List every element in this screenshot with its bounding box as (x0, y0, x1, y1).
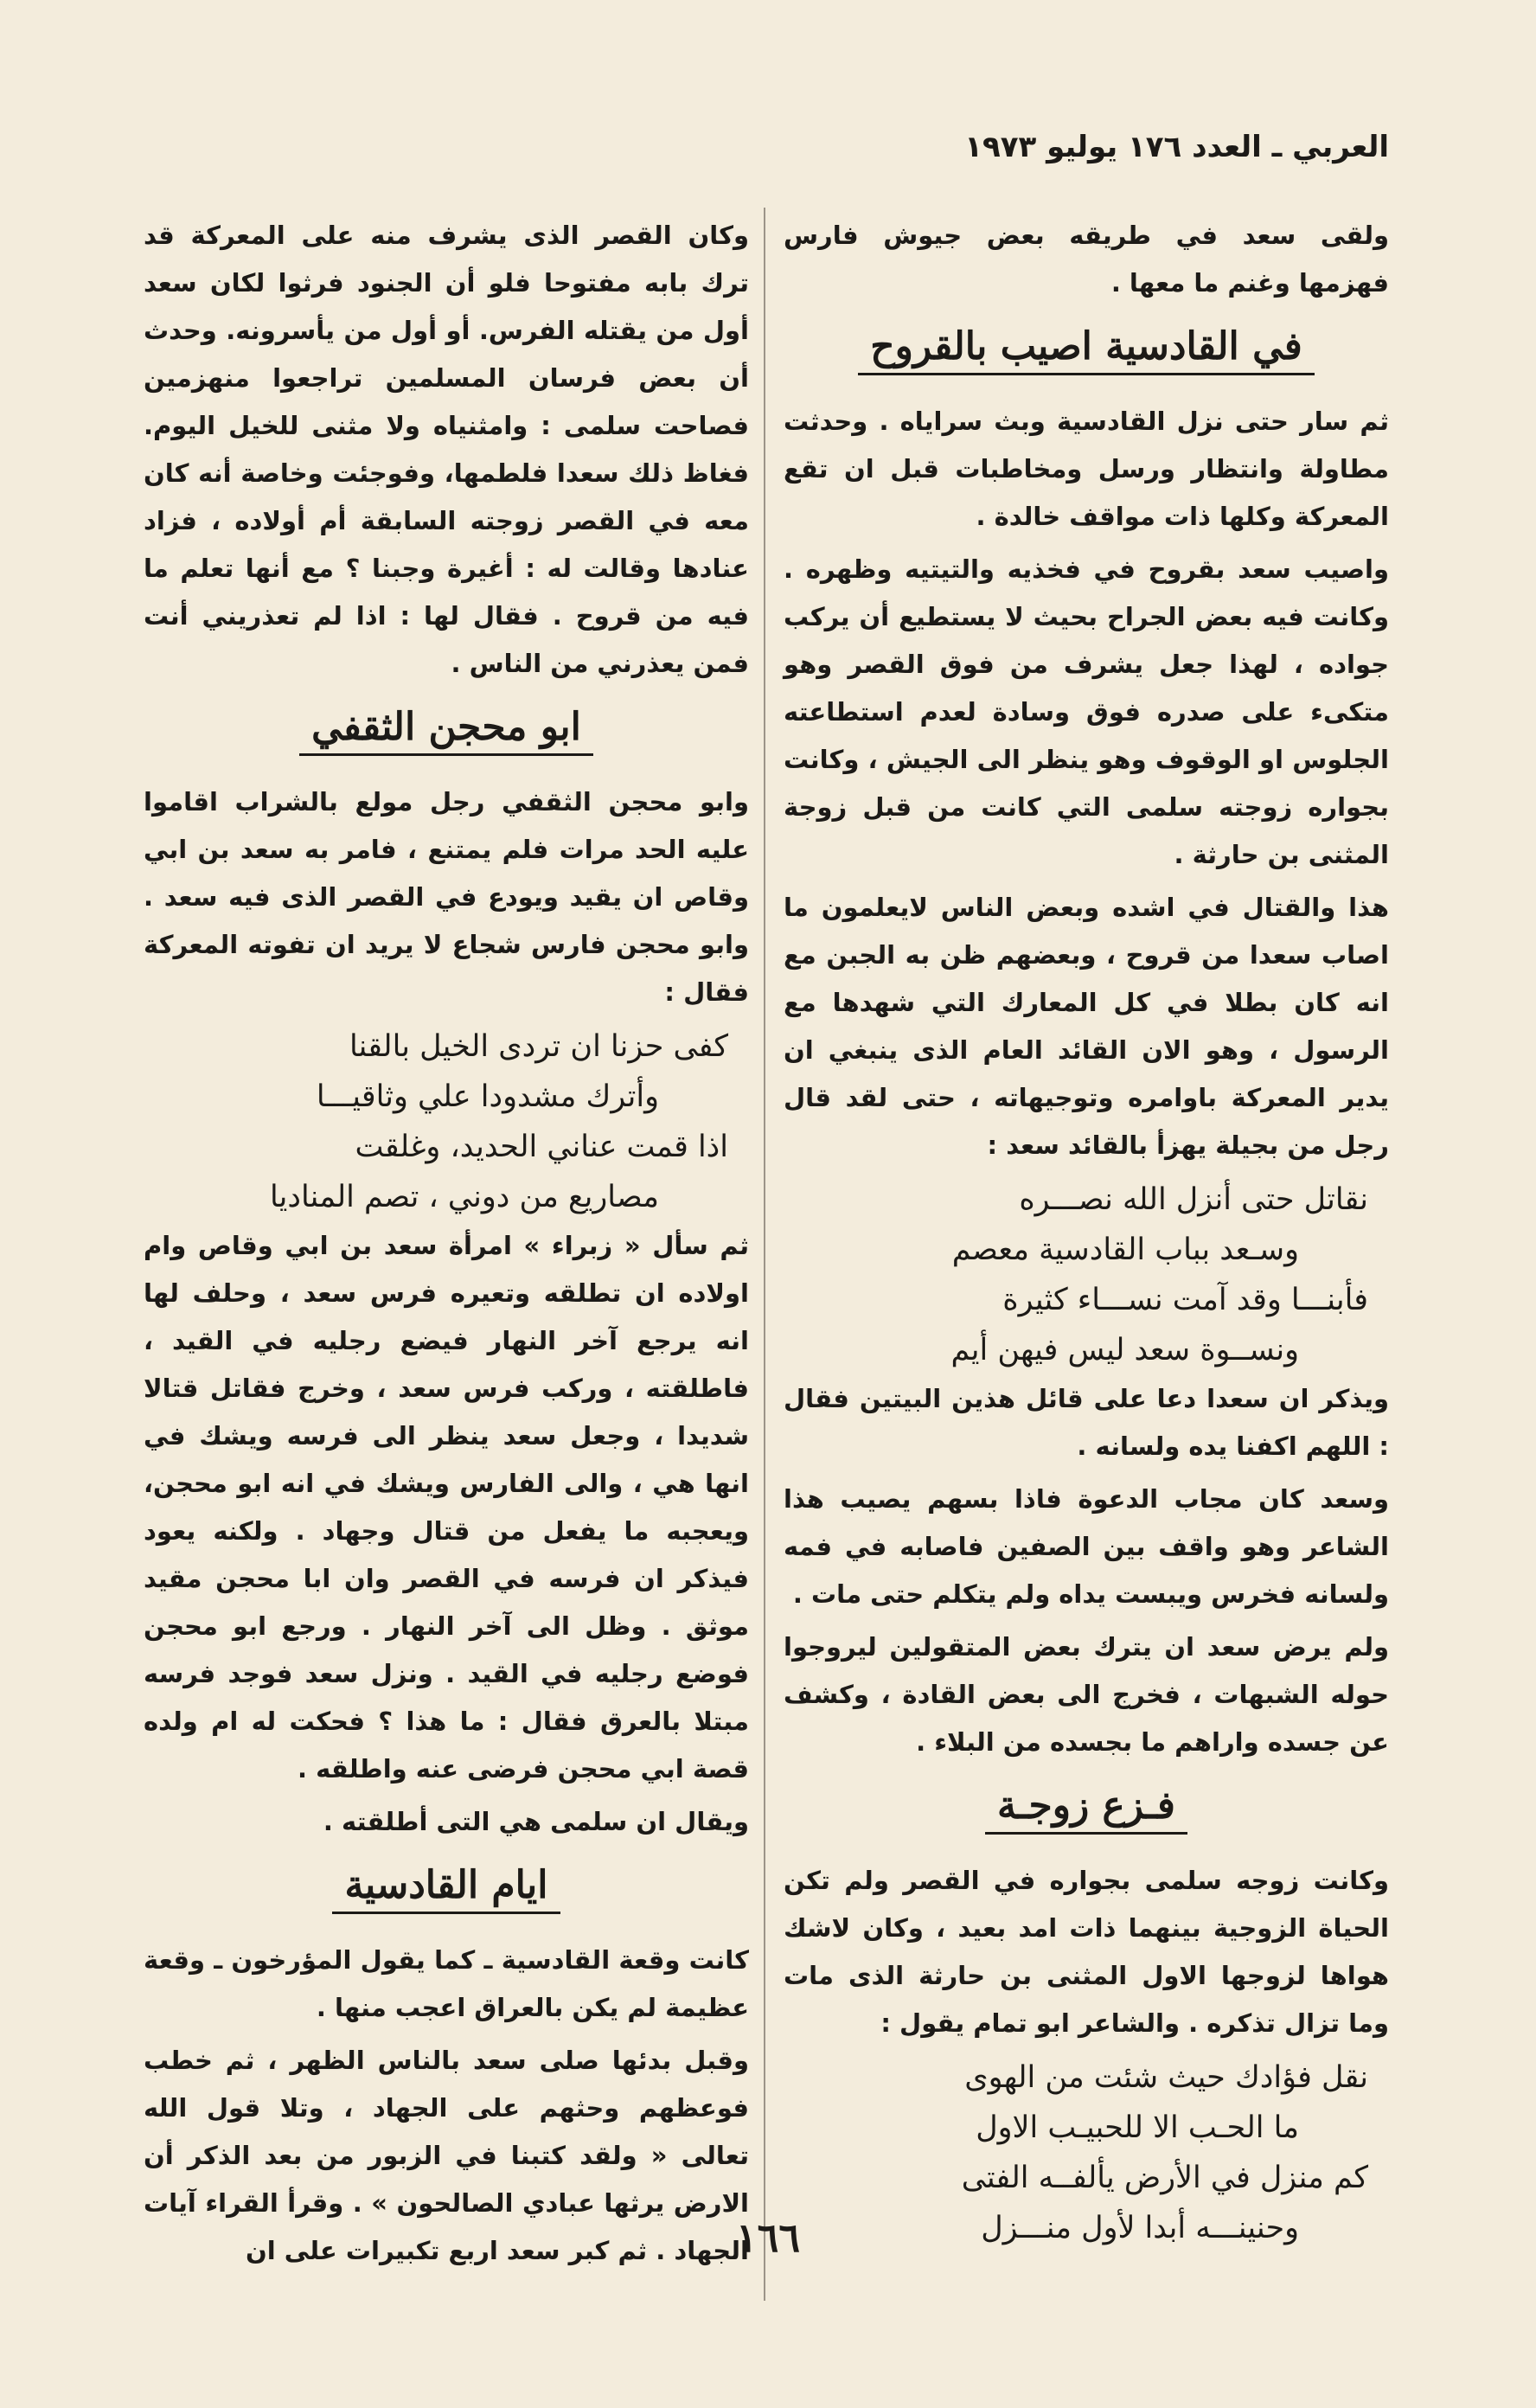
column-divider (764, 208, 765, 2301)
paragraph: ويذكر ان سعدا دعا على قائل هذين البيتين فقال : اللهم اكفنا يده ولسانه . (784, 1384, 1389, 1461)
section-heading: فـزع زوجـة (784, 1782, 1389, 1835)
left-column (144, 212, 749, 2280)
paragraph: ويقال ان سلمى هي التى أطلقته . (323, 1807, 749, 1836)
paragraph: واصيب سعد بقروح في فخذيه والتيتيه وظهره . وكانت فيه بعض الجراح بحيث لا يستطيع أن يركب جواده ، لهذا جعل يشرف من فوق القصر وهو متكىء على صدره فوق وسادة لعدم استطاعته الجلوس او الوقوف وهو ينظر الى الجيش ، وكانت بجواره زوجته سلمى التي كانت من قبل زوجة المثنى بن حارثة . (784, 554, 1389, 869)
running-header: العربي ـ العدد ١٧٦ يوليو ١٩٧٣ (964, 130, 1389, 164)
poem-line: اذا قمت عناني الحديد، وغلقت (355, 1130, 728, 1164)
poem-line: وسـعد بباب القادسية معصم (951, 1233, 1299, 1267)
poem (784, 1175, 1389, 1375)
paragraph: وابو محجن الثقفي رجل مولع بالشراب اقاموا عليه الحد مرات فلم يمتنع ، فامر به سعد بن ابي وقاص ان يقيد ويودع في القصر الذى فيه سعد . وابو محجن فارس شجاع لا يريد ان تفوته المعركة فقال : (144, 787, 749, 1007)
paragraph: ثم سأل « زبراء » امرأة سعد بن ابي وقاص وام اولاده ان تطلقه وتعيره فرس سعد ، وحلف لها انه يرجع آخر النهار فيضع رجليه في القيد ، فاطلقته ، وركب فرس سعد ، وخرج فقاتل قتالا شديدا ، وجعل سعد ينظر الى فرسه ويشك في انها هي ، والى الفارس ويشك في انه ابو محجن، ويعجبه ما يفعل من قتال وجهاد . ولكنه يعود فيذكر ان فرسه في القصر وان ابا محجن مقيد موثق . وظل الى آخر النهار . ورجع ابو محجن فوضع رجليه في القيد . ونزل سعد فوجد فرسه مبتلا بالعرق فقال : ما هذا ؟ فحكت له ام ولده قصة ابي محجن فرضى عنه واطلقه . (144, 1231, 749, 1784)
poem-line: كفى حزنا ان تردى الخيل بالقنا (349, 1029, 728, 1064)
poem-line: ونســوة سعد ليس فيهن أيم (950, 1333, 1299, 1367)
poem (144, 1021, 749, 1222)
poem-line: وحنينـــه أبدا لأول منـــزل (981, 2211, 1299, 2245)
page-number: ١٦٦ (735, 2214, 801, 2261)
paragraph: هذا والقتال في اشده وبعض الناس لايعلمون ما اصاب سعدا من قروح ، وبعضهم ظن به الجبن مع انه كان بطلا في كل المعارك التي شهدها مع الرسول ، وهو الان القائد العام الذى ينبغي ان يدير المعركة باوامره وتوجيهاته ، حتى لقد قال رجل من بجيلة يهزأ بالقائد سعد : (784, 893, 1389, 1160)
paragraph: وكانت زوجه سلمى بجواره في القصر ولم تكن الحياة الزوجية بينهما ذات امد بعيد ، وكان لاشك هواها لزوجها الاول المثنى بن حارثة الذى مات وما تزال تذكره . والشاعر ابو تمام يقول : (784, 1866, 1389, 2038)
paragraph: ولقى سعد في طريقه بعض جيوش فارس فهزمها وغنم ما معها . (784, 221, 1389, 298)
paragraph: ولم يرض سعد ان يترك بعض المتقولين ليروجوا حوله الشبهات ، فخرج الى بعض القادة ، وكشف عن جسده واراهم ما بجسده من البلاء . (784, 1632, 1389, 1757)
poem-line: مصاريع من دوني ، تصم المناديا (270, 1180, 659, 1214)
paragraph: وقبل بدئها صلى سعد بالناس الظهر ، ثم خطب فوعظهم وحثهم على الجهاد ، وتلا قول الله تعالى « ولقد كتبنا في الزبور من بعد الذكر أن الارض يرثها عبادي الصالحون » . وقرأ القراء آيات الجهاد . ثم كبر سعد اربع تكبيرات على ان (144, 2046, 749, 2265)
poem-line: ما الحـب الا للحبيـب الاول (976, 2110, 1299, 2145)
paragraph: ثم سار حتى نزل القادسية وبث سراياه . وحدثت مطاولة وانتظار ورسل ومخاطبات قبل ان تقع المعركة وكلها ذات مواقف خالدة . (784, 407, 1389, 531)
poem-line: فأبنـــا وقد آمت نســـاء كثيرة (1002, 1283, 1368, 1317)
section-heading: ابو محجن الثقفي (144, 703, 749, 756)
paragraph: وكان القصر الذى يشرف منه على المعركة قد ترك بابه مفتوحا فلو أن الجنود فرثوا لكان سعد أول من يقتله الفرس. أو أول من يأسرونه. وحدث أن بعض فرسان المسلمين تراجعوا منهزمين فصاحت سلمى : وامثنياه ولا مثنى للخيل اليوم. فغاظ ذلك سعدا فلطمها، وفوجئت وخاصة أنه كان معه في القصر زوجته السابقة أم أولاده ، فزاد عنادها وقالت له : أغيرة وجبنا ؟ مع أنها تعلم ما فيه من قروح . فقال لها : اذا لم تعذريني أنت فمن يعذرني من الناس . (144, 221, 749, 678)
right-column (784, 212, 1389, 2253)
paragraph: وسعد كان مجاب الدعوة فاذا بسهم يصيب هذا الشاعر وهو واقف بين الصفين فاصابه في فمه ولسانه فخرس ويبست يداه ولم يتكلم حتى مات . (784, 1484, 1389, 1609)
paragraph: كانت وقعة القادسية ـ كما يقول المؤرخون ـ وقعة عظيمة لم يكن بالعراق اعجب منها . (144, 1945, 749, 2022)
poem-line: وأترك مشدودا علي وثاقيـــا (316, 1079, 659, 1114)
poem-line: نقل فؤادك حيث شئت من الهوى (964, 2060, 1368, 2095)
section-heading: ايام القادسية (144, 1861, 749, 1914)
poem-line: كم منزل في الأرض يألفــه الفتى (961, 2161, 1368, 2195)
section-heading: في القادسية اصيب بالقروح (784, 323, 1389, 375)
poem-line: نقاتل حتى أنزل الله نصـــره (1019, 1182, 1368, 1217)
